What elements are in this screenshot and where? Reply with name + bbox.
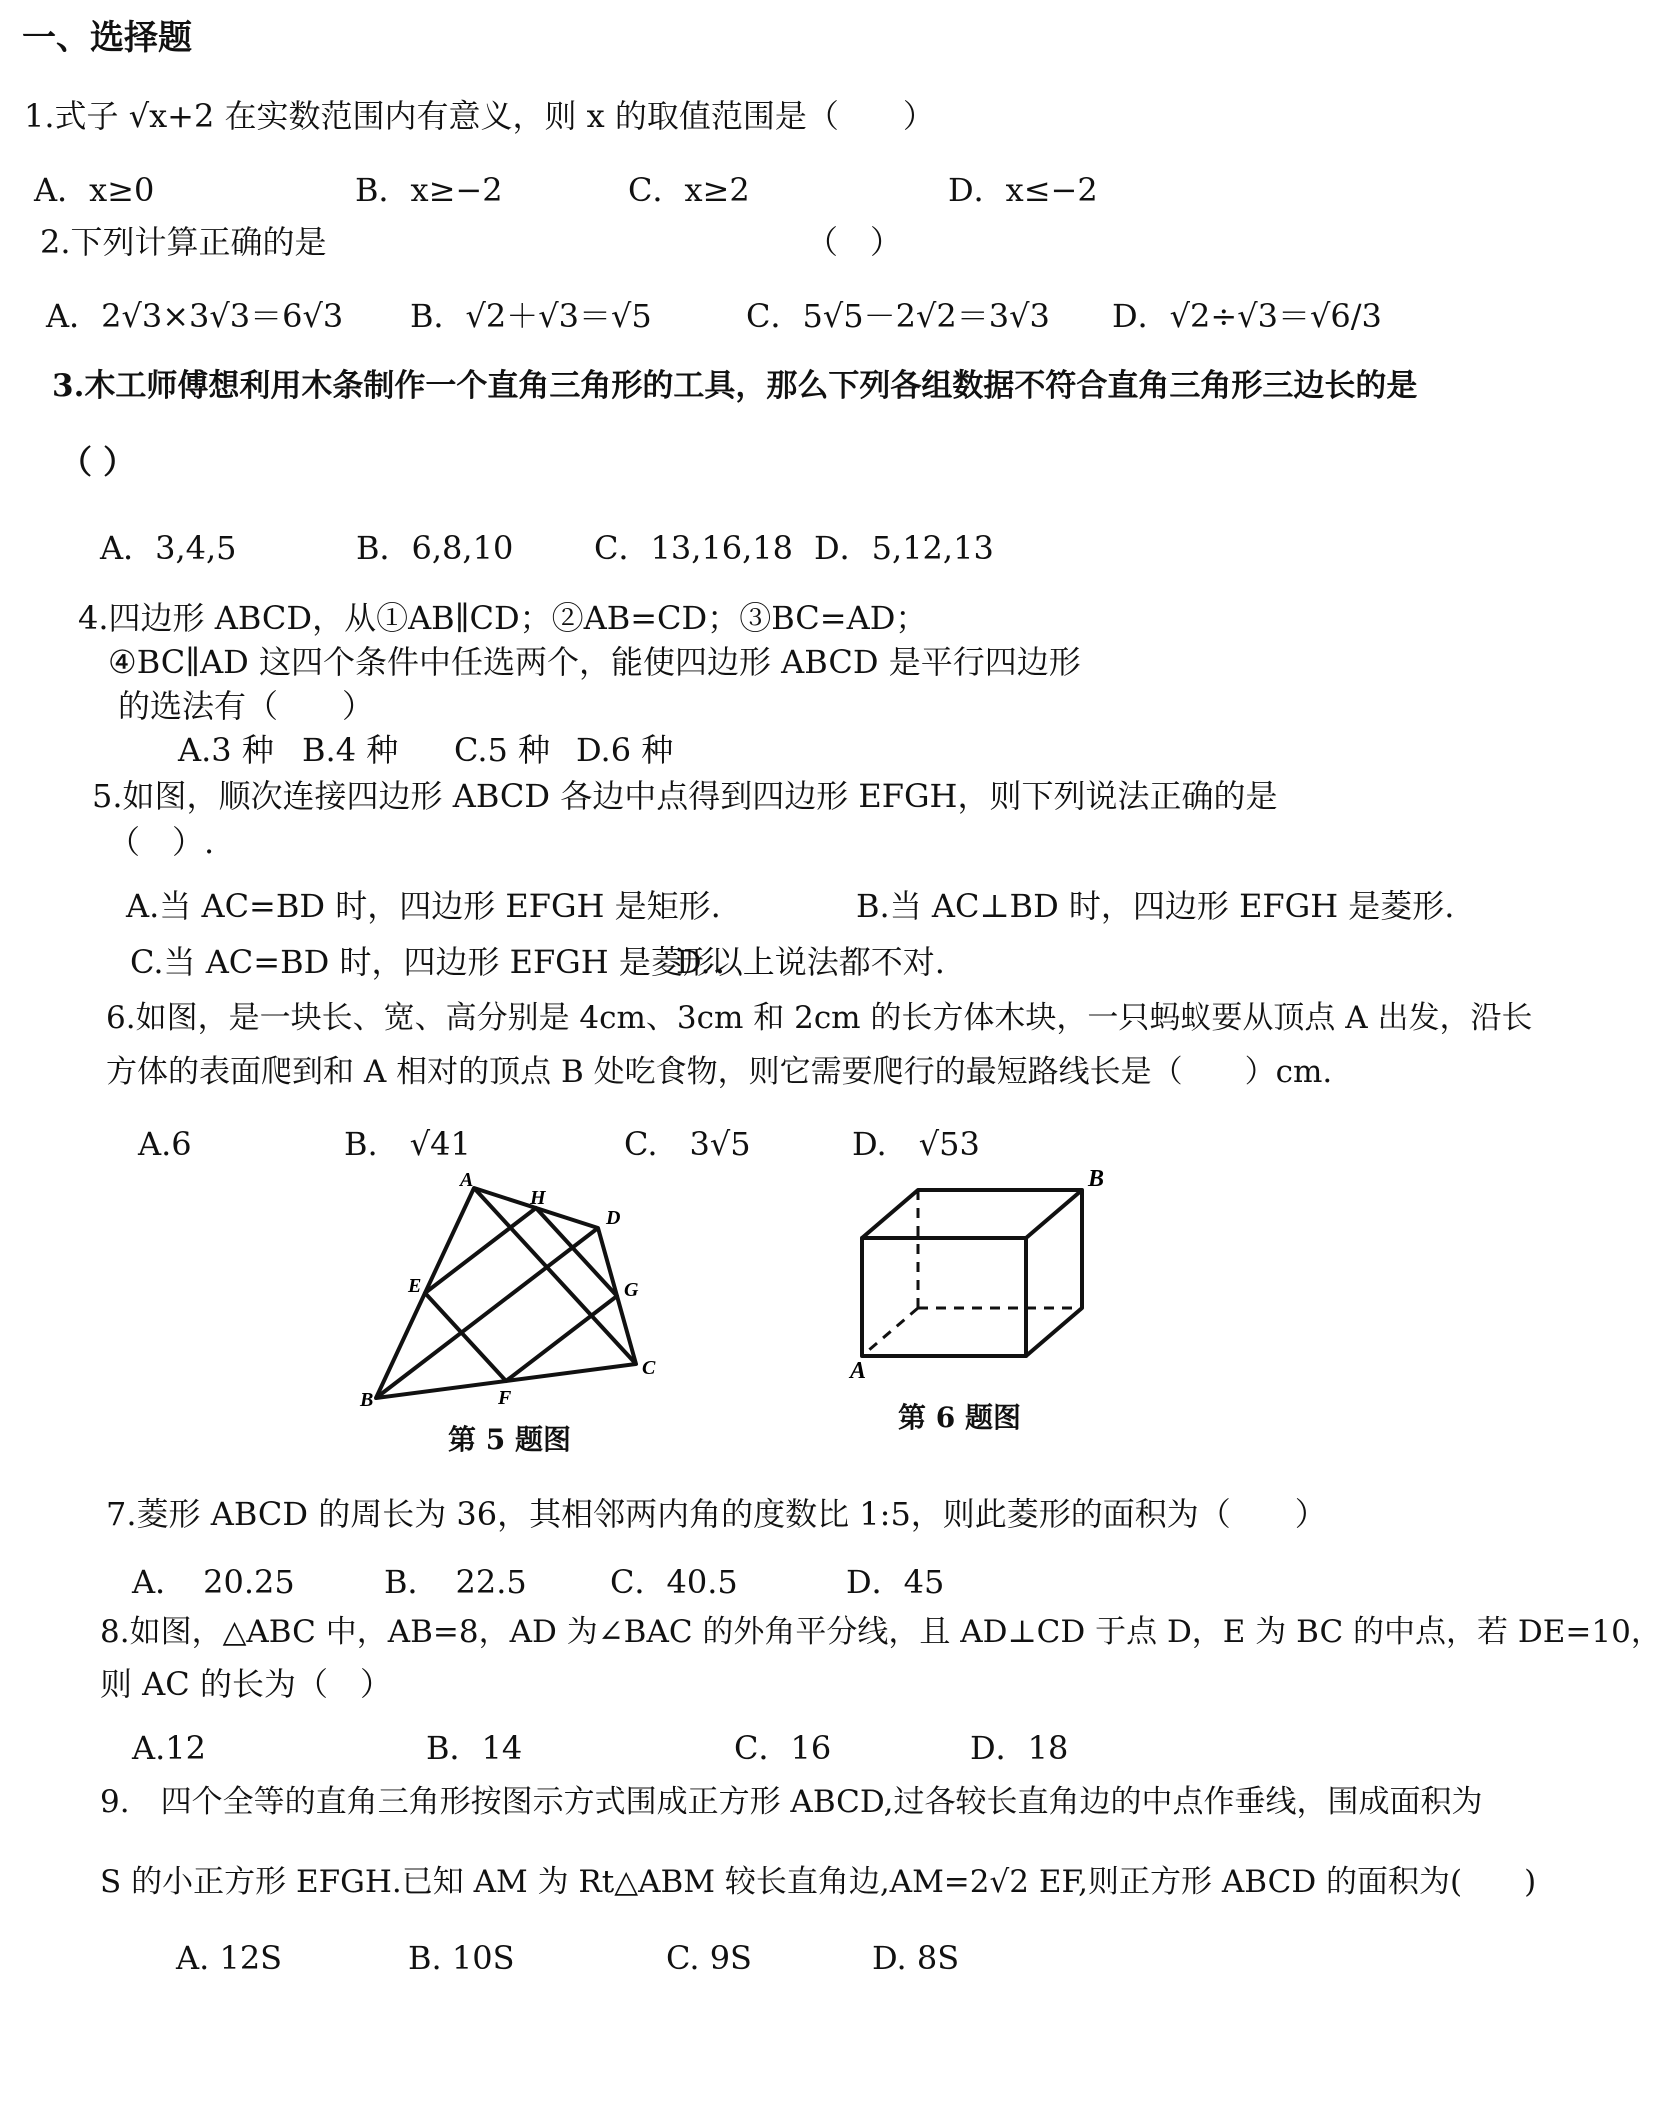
- q4-option-a: A.3 种: [178, 731, 274, 769]
- figure-5-caption: 第 5 题图: [448, 1423, 571, 1456]
- label-b: B: [1088, 1166, 1105, 1192]
- label-f: F: [498, 1387, 512, 1409]
- hidden-edge-depth: [862, 1308, 918, 1356]
- q5-line-2: （ ）.: [108, 823, 215, 861]
- q5-option-c: C.当 AC=BD 时，四边形 EFGH 是菱形.: [130, 943, 725, 981]
- q5-option-b: B.当 AC⊥BD 时，四边形 EFGH 是菱形.: [856, 887, 1455, 925]
- q6-option-c: C. 3√5: [624, 1125, 751, 1163]
- q7-option-b: B． 22.5: [384, 1563, 527, 1601]
- q1-option-c: C．x≥2: [628, 171, 750, 209]
- figure-6-caption: 第 6 题图: [898, 1401, 1021, 1434]
- q3-option-d: D．5,12,13: [814, 529, 994, 567]
- q8-line-2: 则 AC 的长为（ ）: [100, 1665, 392, 1703]
- q3-option-b: B．6,8,10: [356, 529, 514, 567]
- q3-option-a: A．3,4,5: [100, 529, 237, 567]
- q7-option-a: A． 20.25: [132, 1563, 295, 1601]
- label-d: D: [606, 1207, 621, 1229]
- q2-paren: （ ）: [806, 223, 903, 261]
- q1-option-a: A．x≥0: [34, 171, 155, 209]
- label-h: H: [530, 1187, 546, 1209]
- q2-option-c: C．5√5－2√2＝3√3: [746, 297, 1050, 335]
- q4-line-2: ④BC∥AD 这四个条件中任选两个，能使四边形 ABCD 是平行四边形: [108, 643, 1081, 681]
- q9-option-c: C. 9S: [666, 1939, 752, 1977]
- q8-option-d: D．18: [970, 1729, 1069, 1767]
- q7-option-c: C．40.5: [610, 1563, 738, 1601]
- q5-line-1: 5.如图，顺次连接四边形 ABCD 各边中点得到四边形 EFGH，则下列说法正确的是: [92, 777, 1278, 815]
- label-b: B: [360, 1389, 374, 1411]
- label-a: A: [460, 1169, 474, 1191]
- q6-option-a: A.6: [138, 1125, 192, 1163]
- q9-option-a: A. 12S: [176, 1939, 283, 1977]
- section-title: 一、选择题: [22, 18, 192, 58]
- q8-option-b: B．14: [426, 1729, 523, 1767]
- label-a: A: [850, 1358, 867, 1384]
- q1-option-d: D．x≤−2: [948, 171, 1098, 209]
- figure-5: [360, 1169, 680, 1411]
- q2-option-a: A．2√3×3√3＝6√3: [46, 297, 344, 335]
- q8-line-1: 8.如图，△ABC 中，AB=8，AD 为∠BAC 的外角平分线，且 AD⊥CD 于点 D，E 为 BC 的中点，若 DE=10，: [100, 1614, 1662, 1650]
- q8-option-a: A.12: [132, 1729, 206, 1767]
- q9-line-1: 9. 四个全等的直角三角形按图示方式围成正方形 ABCD,过各较长直角边的中点作垂线，围成面积为: [100, 1784, 1483, 1820]
- q9-option-d: D. 8S: [872, 1939, 960, 1977]
- q4-option-b: B.4 种: [302, 731, 399, 769]
- q2-option-b: B．√2＋√3＝√5: [410, 297, 652, 335]
- q4-line-1: 4.四边形 ABCD，从①AB∥CD；②AB=CD；③BC=AD；: [78, 599, 928, 637]
- q3-option-c: C．13,16,18: [594, 529, 793, 567]
- q2-stem: 2.下列计算正确的是: [40, 223, 327, 261]
- q6-option-b: B. √41: [344, 1125, 471, 1163]
- q7-stem: 7.菱形 ABCD 的周长为 36，其相邻两内角的度数比 1:5，则此菱形的面积为（ ）: [106, 1495, 1327, 1533]
- cuboid-top-edges: [862, 1190, 1082, 1238]
- q3-stem: 3.木工师傅想利用木条制作一个直角三角形的工具，那么下列各组数据不符合直角三角形三边长的是: [52, 368, 1418, 404]
- q5-option-a: A.当 AC=BD 时，四边形 EFGH 是矩形.: [126, 887, 721, 925]
- q9-option-b: B. 10S: [408, 1939, 515, 1977]
- q4-option-c: C.5 种: [454, 731, 551, 769]
- cuboid-front-face: [862, 1238, 1026, 1356]
- label-c: C: [642, 1357, 656, 1379]
- q9-line-2: S 的小正方形 EFGH.已知 AM 为 Rt△ABM 较长直角边,AM=2√2 EF,则正方形 ABCD 的面积为( ): [100, 1864, 1537, 1900]
- q6-option-d: D. √53: [852, 1125, 980, 1163]
- q3-paren: （ ）: [60, 443, 136, 481]
- label-e: E: [408, 1275, 422, 1297]
- q7-option-d: D．45: [846, 1563, 945, 1601]
- q6-line-2: 方体的表面爬到和 A 相对的顶点 B 处吃食物，则它需要爬行的最短路线长是（ ）cm.: [106, 1054, 1333, 1090]
- q4-option-d: D.6 种: [576, 731, 674, 769]
- q6-line-1: 6.如图，是一块长、宽、高分别是 4cm、3cm 和 2cm 的长方体木块，一只蚂蚁要从顶点 A 出发，沿长: [106, 1000, 1533, 1036]
- q1-option-b: B．x≥−2: [355, 171, 503, 209]
- q2-option-d: D．√2÷√3＝√6/3: [1112, 297, 1382, 335]
- q1-stem: 1.式子 √x+2 在实数范围内有意义，则 x 的取值范围是（ ）: [24, 97, 935, 135]
- q4-line-3: 的选法有（ ）: [118, 687, 375, 725]
- q5-option-d: D.以上说法都不对.: [676, 943, 945, 981]
- q8-option-c: C．16: [734, 1729, 832, 1767]
- label-g: G: [624, 1279, 639, 1301]
- figure-6: [850, 1166, 1110, 1384]
